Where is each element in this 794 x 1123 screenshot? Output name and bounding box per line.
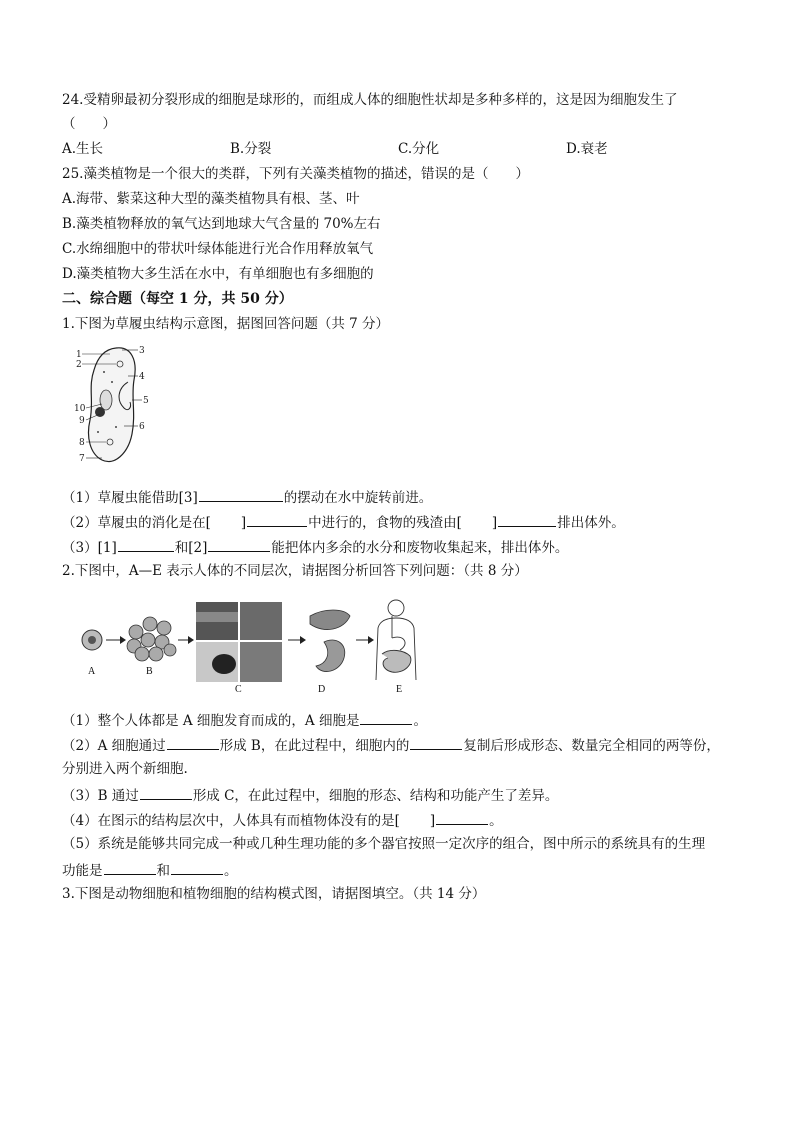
- para-label-3: 3: [139, 346, 145, 356]
- q25-stem: 25.藻类植物是一个很大的类群，下列有关藻类植物的描述，错误的是（ ）: [62, 166, 529, 182]
- sq1-sub1: [62, 486, 432, 508]
- sq2-sub5-text-d: 。: [224, 863, 238, 879]
- sq2-sub2-cont: 分别进入两个新细胞.: [62, 761, 188, 777]
- level-b-cell-group: [127, 617, 176, 661]
- sq1-stem: 1.下图为草履虫结构示意图，据图回答问题（共 7 分）: [62, 316, 390, 332]
- sq1-sub2-text-c: 中进行的，食物的残渣由[: [308, 515, 462, 531]
- q25-option-a[interactable]: A.海带、紫菜这种大型的藻类植物具有根、茎、叶: [62, 191, 360, 207]
- sq2-sub2-blank-1[interactable]: [167, 734, 219, 750]
- q24-paren: （ ）: [62, 116, 116, 132]
- sq2-sub1-text-b: 。: [413, 713, 427, 729]
- sq2-sub5-text-b: 功能是: [62, 863, 103, 879]
- sq2-sub2-text-c: 复制后形成形态、数量完全相同的两等份，: [463, 738, 720, 754]
- para-label-7: 7: [79, 454, 85, 464]
- sq1-sub2-text-b: ]: [240, 515, 247, 531]
- q24-option-d[interactable]: D.衰老: [566, 141, 608, 157]
- level-c-tissues: [196, 602, 282, 682]
- level-e-system: [376, 600, 416, 680]
- sq2-sub1-text-a: （1）整个人体都是 A 细胞发育而成的，A 细胞是: [62, 713, 360, 729]
- sq1-sub2-text-a: （2）草履虫的消化是在[: [62, 515, 211, 531]
- section-title: 二、综合题（每空 1 分，共 50 分）: [62, 291, 293, 307]
- sq2-sub5-text-c: 和: [156, 863, 170, 879]
- sq1-sub3-text-a: （3）[1]: [62, 540, 117, 556]
- arrow-a-b-head: [120, 636, 126, 644]
- arrow-b-c-head: [188, 636, 194, 644]
- caption-b: B: [146, 666, 153, 677]
- sq2-sub5-blank-1[interactable]: [104, 859, 156, 875]
- sq2-sub2: [62, 734, 720, 756]
- level-a-cell: [82, 630, 102, 650]
- body-levels-figure: [74, 594, 434, 694]
- sq2-sub5-cont: [62, 859, 238, 881]
- sq2-sub3-blank[interactable]: [140, 784, 192, 800]
- sq2-sub4-text-b: ]: [429, 813, 436, 829]
- sq2-sub4: [62, 809, 503, 831]
- sq1-sub2: [62, 511, 625, 533]
- caption-a: A: [88, 666, 96, 677]
- para-label-1: 1: [76, 350, 82, 360]
- para-label-4: 4: [139, 372, 145, 382]
- q24-option-b[interactable]: B.分裂: [230, 141, 272, 157]
- sq1-sub2-blank-1[interactable]: [247, 511, 307, 527]
- sq2-sub4-blank[interactable]: [436, 809, 488, 825]
- sq1-sub1-text-b: 的摆动在水中旋转前进。: [283, 490, 433, 506]
- sq2-sub4-text-a: （4）在图示的结构层次中，人体具有而植物体没有的是[: [62, 813, 400, 829]
- caption-d: D: [318, 684, 326, 695]
- sq1-sub1-blank[interactable]: [199, 486, 283, 502]
- q25-option-d[interactable]: D.藻类植物大多生活在水中，有单细胞也有多细胞的: [62, 266, 374, 282]
- sq1-sub3-text-b: 和[2]: [174, 540, 208, 556]
- sq2-sub2-text-b: 形成 B，在此过程中，细胞内的: [219, 738, 410, 754]
- sq3-stem: 3.下图是动物细胞和植物细胞的结构模式图，请据图填空。（共 14 分）: [62, 886, 486, 902]
- sq1-sub3-text-c: 能把体内多余的水分和废物收集起来，排出体外。: [271, 540, 569, 556]
- q24-option-a[interactable]: A.生长: [62, 141, 104, 157]
- para-label-9: 9: [79, 416, 85, 426]
- caption-c: C: [235, 684, 242, 695]
- para-label-2: 2: [76, 360, 82, 370]
- para-label-6: 6: [139, 422, 145, 432]
- sq2-sub2-text-a: （2）A 细胞通过: [62, 738, 166, 754]
- arrow-d-e-head: [368, 636, 374, 644]
- caption-e: E: [396, 684, 403, 695]
- sq1-sub2-text-d: ]: [491, 515, 498, 531]
- para-label-10: 10: [74, 404, 86, 414]
- q25-option-c[interactable]: C.水绵细胞中的带状叶绿体能进行光合作用释放氧气: [62, 241, 374, 257]
- q24-stem: 24.受精卵最初分裂形成的细胞是球形的，而组成人体的细胞性状却是多种多样的，这是因为细胞发生了: [62, 92, 678, 108]
- sq2-sub1-blank[interactable]: [360, 709, 412, 725]
- sq1-sub2-blank-2[interactable]: [498, 511, 556, 527]
- sq2-sub5: （5）系统是能够共同完成一种或几种生理功能的多个器官按照一定次序的组合，图中所示的系统具有的生理: [62, 836, 706, 852]
- q25-option-b[interactable]: B.藻类植物释放的氧气达到地球大气含量的 70%左右: [62, 216, 381, 232]
- sq1-sub2-text-e: 排出体外。: [557, 515, 625, 531]
- sq1-sub1-text-a: （1）草履虫能借助[3]: [62, 490, 198, 506]
- sq2-sub4-text-c: 。: [489, 813, 503, 829]
- sq2-sub1: [62, 709, 427, 731]
- sq2-sub3-text-a: （3）B 通过: [62, 788, 139, 804]
- q24-option-c[interactable]: C.分化: [398, 141, 440, 157]
- sq2-sub3: [62, 784, 558, 806]
- sq1-sub3: [62, 536, 568, 558]
- sq2-sub5-blank-2[interactable]: [171, 859, 223, 875]
- sq2-stem: 2.下图中，A—E 表示人体的不同层次，请据图分析回答下列问题：（共 8 分）: [62, 563, 528, 579]
- arrow-c-d-head: [300, 636, 306, 644]
- nucleus-shape: [100, 390, 112, 410]
- sq2-sub3-text-b: 形成 C，在此过程中，细胞的形态、结构和功能产生了差异。: [192, 788, 559, 804]
- sq1-sub3-blank-1[interactable]: [118, 536, 174, 552]
- para-label-8: 8: [79, 438, 85, 448]
- sq2-sub2-blank-2[interactable]: [410, 734, 462, 750]
- paramecium-figure: [76, 342, 166, 468]
- sq1-sub3-blank-2[interactable]: [208, 536, 270, 552]
- para-label-5: 5: [143, 396, 149, 406]
- level-d-organs: [310, 610, 350, 672]
